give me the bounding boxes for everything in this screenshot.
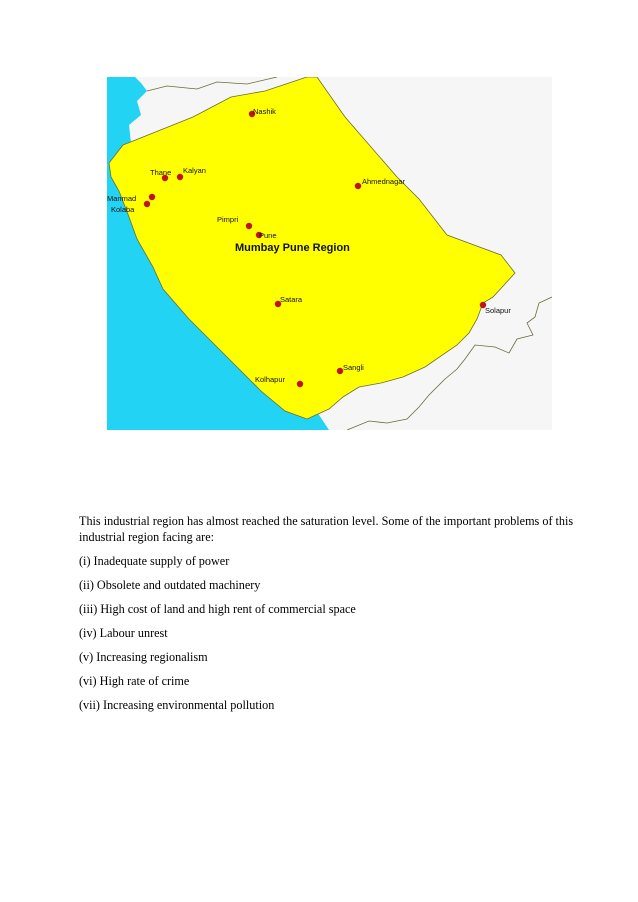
text-block xyxy=(79,513,579,721)
city-label-pune: Pune xyxy=(259,231,277,240)
problem-item: (iii) High cost of land and high rent of commercial space xyxy=(79,602,356,616)
city-label-kalyan: Kalyan xyxy=(183,166,206,175)
problem-item: (vii) Increasing environmental pollution xyxy=(79,698,275,712)
problem-item: (vi) High rate of crime xyxy=(79,674,190,688)
city-label-solapur: Solapur xyxy=(485,306,511,315)
city-label-ahmednagar: Ahmednagar xyxy=(362,177,405,186)
problem-item: (iv) Labour unrest xyxy=(79,626,168,640)
intro-paragraph: This industrial region has almost reached the saturation level. Some of the important problems of this industrial region facing are: xyxy=(79,514,574,544)
problem-item: (v) Increasing regionalism xyxy=(79,650,208,664)
city-label-pimpri: Pimpri xyxy=(217,215,239,224)
city-dot-ahmednagar xyxy=(355,183,361,189)
city-label-nashik: Nashik xyxy=(253,107,276,116)
city-dot-manmad xyxy=(149,194,155,200)
city-label-satara: Satara xyxy=(280,295,303,304)
problem-item: (ii) Obsolete and outdated machinery xyxy=(79,578,261,592)
city-dot-kolhapur xyxy=(297,381,303,387)
region-title: Mumbay Pune Region xyxy=(235,242,350,254)
problems-list xyxy=(79,553,579,713)
problem-item: (i) Inadequate supply of power xyxy=(79,554,230,568)
city-dot-kolaba xyxy=(144,201,150,207)
city-label-kolhapur: Kolhapur xyxy=(255,375,286,384)
city-label-manmad: Manmad xyxy=(107,194,137,203)
city-label-kolaba: Kolaba xyxy=(111,205,135,214)
city-dot-pimpri xyxy=(246,223,252,229)
map-svg xyxy=(107,77,552,430)
city-label-thane: Thane xyxy=(150,168,172,177)
city-label-sangli: Sangli xyxy=(343,363,364,372)
map-figure xyxy=(107,77,552,430)
